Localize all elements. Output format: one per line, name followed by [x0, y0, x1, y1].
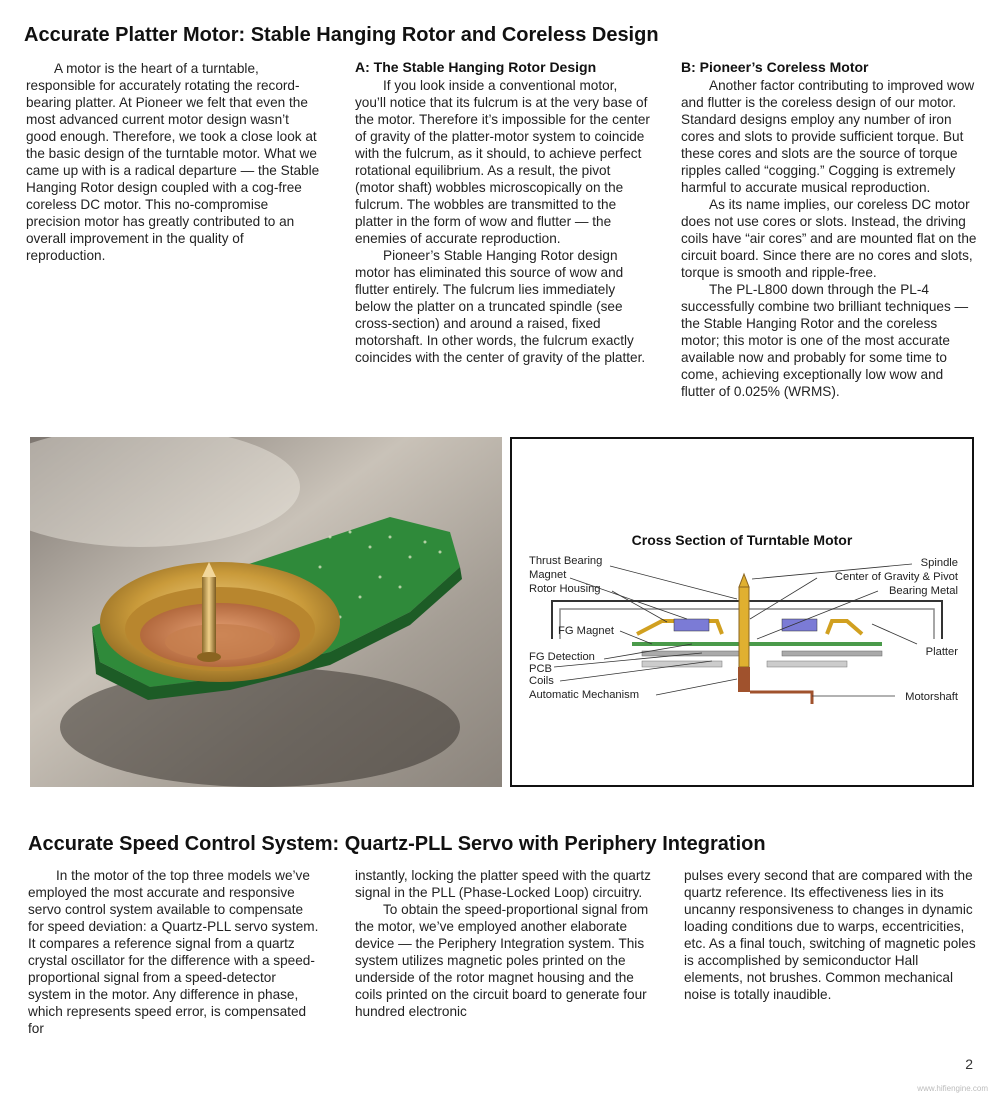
cross-section-diagram — [510, 437, 974, 787]
label-coils: Coils — [529, 675, 554, 687]
label-automatic-mechanism: Automatic Mechanism — [529, 689, 640, 701]
text-column-hanging-rotor — [355, 59, 651, 366]
subheading-coreless-motor: B: Pioneer’s Coreless Motor — [681, 59, 869, 75]
label-thrust-bearing: Thrust Bearing — [529, 555, 603, 567]
paragraph: The PL-L800 down through the PL-4 successfully combine two brilliant techniques — the Stable Hanging Rotor and the coreless motor; this motor is one of the most accurate available now and probably for some time to come, achieving exceptionally low wow and flutter of 0.025% (WRMS). — [681, 282, 969, 399]
paragraph: To obtain the speed-proportional signal from the motor, we’ve employed another elaborate device — the Periphery Integration system. This system utilizes magnetic poles printed on the underside of the rotor magnet housing and the coils printed on the circuit board to generate four hundred electronic — [355, 902, 649, 1019]
paragraph: In the motor of the top three models we’ve employed the most accurate and responsive servo control system available to compensate for speed deviation: a Quartz-PLL servo system. It compares a reference signal from a quartz crystal oscillator for the difference with a speed-proportional signal from a speed-detector system in the motor. Any difference in phase, which represents speed error, is compensated for — [28, 868, 319, 1036]
page-number: 2 — [965, 1056, 973, 1072]
text-column-speed-2 — [355, 867, 651, 1020]
text-column-speed-1 — [28, 867, 320, 1037]
section-title-platter-motor: Accurate Platter Motor: Stable Hanging Rotor and Coreless Design — [24, 24, 659, 46]
label-bearing-metal: Bearing Metal — [888, 585, 958, 597]
motor-photo — [30, 437, 502, 787]
label-spindle: Spindle — [920, 557, 958, 569]
paragraph: instantly, locking the platter speed with the quartz signal in the PLL (Phase-Locked Loop) circuitry. — [355, 868, 651, 900]
paragraph: Another factor contributing to improved wow and flutter is the coreless design of our motor. Standard designs employ any number of iron cores and slots to provide sufficient torque. But these cores and slots are the source of torque ripples called “cogging.” Cogging is extremely harmful to accurate musical reproduction. — [681, 78, 975, 195]
diagram-title: Cross Section of Turntable Motor — [631, 532, 853, 548]
label-motorshaft: Motorshaft — [905, 691, 958, 703]
label-center-of-gravity: Center of Gravity & Pivot — [834, 571, 958, 583]
subheading-hanging-rotor: A: The Stable Hanging Rotor Design — [355, 59, 597, 75]
cross-section-drawing — [512, 439, 972, 785]
section-title-speed-control: Accurate Speed Control System: Quartz-PLL Servo with Periphery Integration — [28, 833, 766, 855]
label-rotor-housing: Rotor Housing — [529, 583, 601, 595]
paragraph: As its name implies, our coreless DC motor does not use cores or slots. Instead, the driving coils have “air cores” and are mounted flat on the circuit board. Since there are no cores and slots, torque is smooth and ripple-free. — [681, 197, 977, 280]
label-platter: Platter — [925, 646, 958, 658]
label-fg-detection: FG Detection — [529, 651, 595, 663]
paragraph: A motor is the heart of a turntable, responsible for accurately rotating the record-bearing platter. At Pioneer we felt that even the most advanced current motor design wasn’t good enough. Therefore, we took a close look at the basic design of the turntable motor. What we came up with is a radical departure — the Stable Hanging Rotor design coupled with a cog-free coreless DC motor. This no-compromise precision motor has greatly contributed to an overall improvement in the quality of reproduction. — [26, 61, 320, 263]
text-column-speed-3 — [684, 867, 976, 1003]
text-column-intro — [26, 60, 322, 264]
label-pcb: PCB — [529, 663, 553, 675]
paragraph: If you look inside a conventional motor, you’ll notice that its fulcrum is at the very base of the motor. Therefore it’s impossible for the center of gravity of the platter-motor system to coincide with the fulcrum, as it should, to achieve perfect rotational equilibrium. As a result, the pivot (motor shaft) wobbles microscopically on the fulcrum. The wobbles are transmitted to the platter in the form of wow and flutter — the enemies of accurate reproduction. — [355, 78, 650, 246]
label-fg-magnet: FG Magnet — [558, 625, 614, 637]
label-magnet: Magnet — [529, 569, 567, 581]
paragraph: pulses every second that are compared with the quartz reference. Its effectiveness lies in its uncanny responsiveness to changes in dynamic loading conditions due to warps, eccentricities, etc. As a final touch, switching of magnetic poles is accomplished by semiconductor Hall elements, not brushes. Common mechanical noise is totally inaudible. — [684, 868, 976, 1002]
watermark: www.hifiengine.com — [917, 1084, 988, 1093]
paragraph: Pioneer’s Stable Hanging Rotor design motor has eliminated this source of wow and flutter entirely. The fulcrum lies immediately below the platter on a truncated spindle (see cross-section) and around a raised, fixed motorshaft. In other words, the fulcrum exactly coincides with the center of gravity of the platter. — [355, 248, 646, 365]
text-column-coreless-motor — [681, 59, 977, 400]
